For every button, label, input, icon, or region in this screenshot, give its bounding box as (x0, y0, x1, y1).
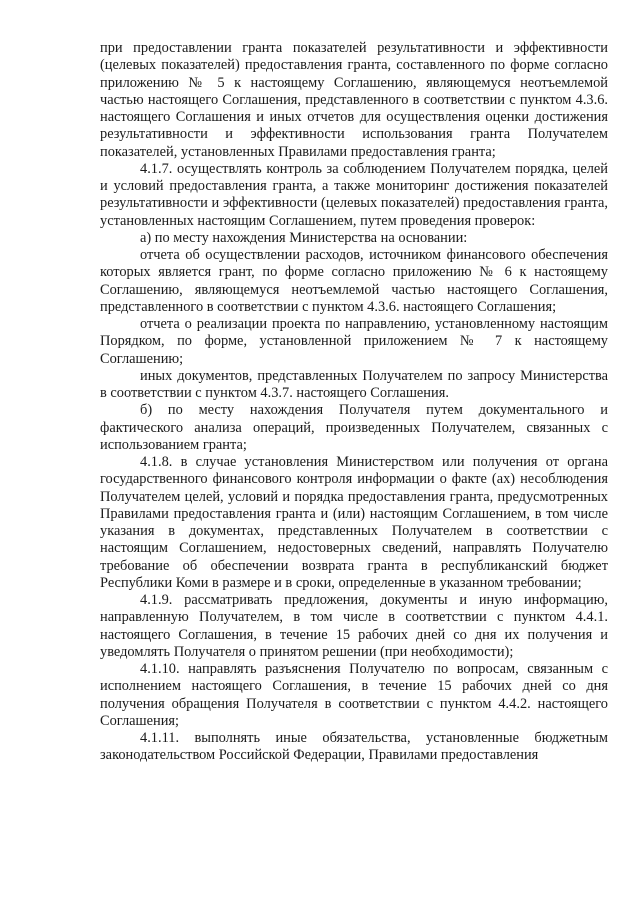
paragraph-4-1-7: 4.1.7. осуществлять контроль за соблюдением Получателем порядка, целей и условий предоставления гранта, а также мониторинг достижения показателей результативности и эффективности (целевых показателей) предоставления гранта, установленных настоящим Соглашением, путем проведения проверок: (100, 160, 608, 229)
paragraph-report-expenses: отчета об осуществлении расходов, источником финансового обеспечения которых является грант, по форме согласно приложению № 6 к настоящему Соглашению, являющемуся неотъемлемой частью настоящего Соглашения, представленного в соответствии с пунктом 4.3.6. настоящего Соглашения; (100, 247, 608, 315)
paragraph-4-1-11: 4.1.11. выполнять иные обязательства, установленные бюджетным законодательством Российской Федерации, Правилами предоставления (100, 730, 608, 764)
paragraph-4-1-8: 4.1.8. в случае установления Министерством или получения от органа государственного финансового контроля информации о факте (ах) несоблюдения Получателем целей, условий и порядка предоставления гранта, предусмотренных Правилами предоставления гранта и (или) настоящим Соглашением, в том числе указания в документах, представленных Получателем в соответствии с настоящим Соглашением, недостоверных сведений, направлять Получателю требование об обеспечении возврата гранта в республиканский бюджет Республики Коми в размере и в сроки, определенные в указанном требовании; (100, 454, 608, 591)
paragraph-continuation: при предоставлении гранта показателей результативности и эффективности (целевых показателей) предоставления гранта, составленного по форме согласно приложению № 5 к настоящему Соглашению, являющемуся неотъемлемой частью настоящего Соглашения, представленного в соответствии с пунктом 4.3.6. настоящего Соглашения и иных отчетов для осуществления оценки достижения результативности и эффективности использования гранта Получателем показателей, установленных Правилами предоставления гранта; (100, 40, 608, 160)
document-body (100, 40, 608, 765)
paragraph-report-project: отчета о реализации проекта по направлению, установленному настоящим Порядком, по форме, установленной приложением № 7 к настоящему Соглашению; (100, 316, 608, 367)
paragraph-item-b: б) по месту нахождения Получателя путем документального и фактического анализа операций, произведенных Получателем, связанных с использованием гранта; (100, 402, 608, 453)
paragraph-item-a: а) по месту нахождения Министерства на основании: (140, 229, 468, 246)
paragraph-4-1-9: 4.1.9. рассматривать предложения, документы и иную информацию, направленную Получателем, в том числе в соответствии с пунктом 4.4.1. настоящего Соглашения, в течение 15 рабочих дней со дня их получения и уведомлять Получателя о принятом решении (при необходимости); (100, 592, 608, 660)
paragraph-4-1-10: 4.1.10. направлять разъяснения Получателю по вопросам, связанным с исполнением настоящего Соглашения, в течение 15 рабочих дней со дня получения обращения Получателя в соответствии с пунктом 4.4.2. настоящего Соглашения; (100, 661, 608, 729)
paragraph-other-documents: иных документов, представленных Получателем по запросу Министерства в соответствии с пунктом 4.3.7. настоящего Соглашения. (100, 367, 608, 401)
